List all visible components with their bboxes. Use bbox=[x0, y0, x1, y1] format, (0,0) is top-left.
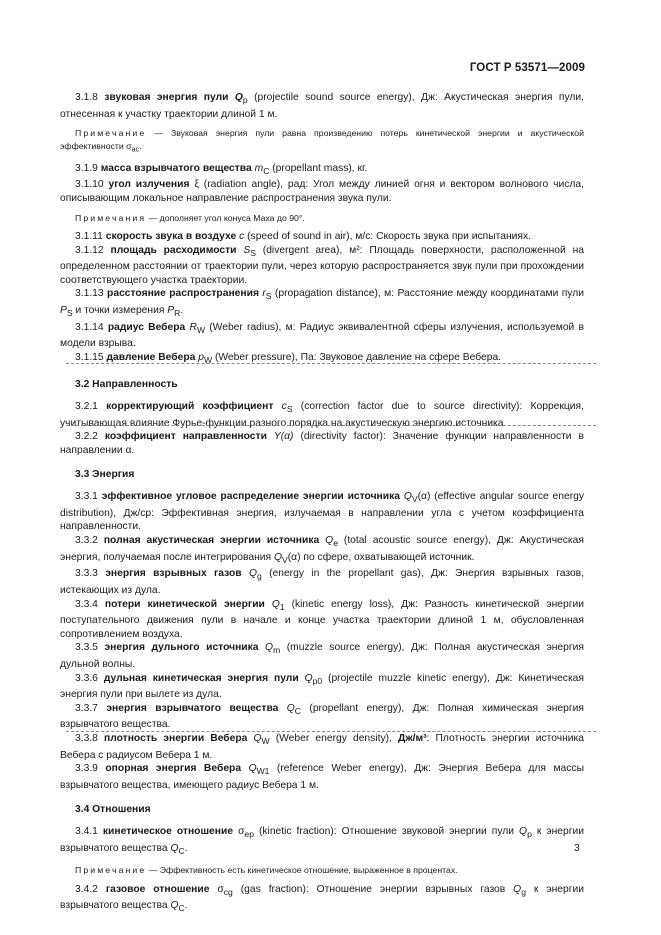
separator-line bbox=[66, 425, 596, 426]
definition-3-3-6: 3.3.6 дульная кинетическая энергия пули $Q_{p0}$ (projectile muzzle kinetic energy), Дж: Кинетическая энергия пули при вылете из дула. bbox=[60, 672, 584, 701]
definition-3-1-10: 3.1.10 угол излучения ξ (radiation angle), рад: Угол между линией огня и вектором волнового числа, описывающим локальное направление распространения звука пули. bbox=[60, 179, 584, 205]
note-3-1-10: Примечания — дополняет угол конуса Маха до 90°. bbox=[75, 212, 305, 223]
definition-3-3-1: 3.3.1 эффективное угловое распределение энергии источника $Q_V(\alpha)$ (effective angular source energy distribution), Дж/ср: Эффективная энергия, излучаемая в направлении угла с учетом коэффициента направленности. bbox=[60, 491, 584, 533]
definition-3-4-2: 3.4.2 газовое отношение $\sigma_{cg}$ (gas fraction): Отношение энергии взрывных газов $Q_g$ к энергии взрывчатого вещества $Q_C$. bbox=[60, 883, 584, 914]
definition-3-3-9: 3.3.9 опорная энергия Вебера $Q_{W1}$ (reference Weber energy), Дж: Энергия Вебера для массы взрывчатого вещества, имеющего радиус Вебера 1 м. bbox=[60, 763, 584, 791]
definition-3-3-4: 3.3.4 потери кинетической энергии $Q_1$ (kinetic energy loss), Дж: Разность кинетической энергии поступательного движения пули в начале и конце участка траектории длиной 1 м, обусловленная сопротивлением воздуха. bbox=[60, 598, 584, 640]
definition-3-4-1: 3.4.1 кинетическое отношение $\sigma_{ep}$ (kinetic fraction): Отношение звуковой энергии пули $Q_p$ к энергии взрывчатого вещества $Q_C$. bbox=[60, 826, 584, 856]
section-heading-3-2: 3.2 Направленность bbox=[75, 378, 178, 390]
definition-3-3-3: 3.3.3 энергия взрывных газов $Q_g$ (energy in the propellant gas), Дж: Энергия взрывных газов, истекающих из дула. bbox=[60, 568, 584, 596]
section-heading-3-4: 3.4 Отношения bbox=[75, 803, 151, 815]
page-number: 3 bbox=[574, 843, 580, 854]
definition-3-3-7: 3.3.7 энергия взрывчатого вещества $Q_C$ (propellant energy), Дж: Полная химическая энергия взрывчатого вещества. bbox=[60, 702, 584, 731]
document-body bbox=[60, 91, 584, 916]
definition-3-1-12: 3.1.12 площадь расходимости $S_S$ (divergent area), м²: Площадь поверхности, расположенной на определенном расстоянии от траектории пули, через которую распространяется звук пули при прохождении соответствующего участка траектории. bbox=[60, 244, 584, 286]
definition-3-1-13: 3.1.13 расстояние распространения $r_S$ (propagation distance), м: Расстояние между координатами пули $P_S$ и точки измерения $P_R$. bbox=[60, 288, 584, 319]
definition-3-3-5: 3.3.5 энергия дульного источника $Q_m$ (muzzle source energy), Дж: Полная акустическая энергия дульной волны. bbox=[60, 642, 584, 671]
definition-3-1-15: 3.1.15 давление Вебера $p_W$ (Weber pressure), Па: Звуковое давление на сфере Вебера. bbox=[75, 351, 502, 365]
definition-3-1-14: 3.1.14 радиус Вебера $R_W$ (Weber radius), м: Радиус эквивалентной сферы излучения, используемой в модели взрыва. bbox=[60, 321, 584, 350]
definition-3-3-8: 3.3.8 плотность энергии Вебера $Q_W$ (Weber energy density), Дж/м³: Плотность энергии источника Вебера с радиусом Вебера 1 м. bbox=[60, 733, 584, 761]
note-3-1-8: Примечание — Звуковая энергия пули равна произведению потерь кинетической энергии и акустической эффективности $\sigma_{ac}$. bbox=[60, 128, 584, 154]
standard-header: ГОСТ Р 53571—2009 bbox=[469, 62, 585, 74]
definition-3-2-1: 3.2.1 корректирующий коэффициент $c_S$ (correction factor due to source directivity): Коррекция, учитывающая влияние Фурье-функции разного порядка на акустическую энергию источника. bbox=[60, 401, 584, 429]
definition-3-1-8: 3.1.8 звуковая энергия пули $Q_p$ (projectile sound source energy), Дж: Акустическая энергия пули, отнесенная к участку траектории длиной 1 м. bbox=[60, 92, 584, 120]
definition-3-3-2: 3.3.2 полная акустическая энергии источника $Q_e$ (total acoustic source energy), Дж: Акустическая энергия, получаемая после интегрирования $Q_V(\alpha)$ по сфере, охватывающей источник. bbox=[60, 535, 584, 565]
separator-line bbox=[66, 363, 596, 364]
definition-3-1-9: 3.1.9 масса взрывчатого вещества $m_C$ (propellant mass), кг. bbox=[75, 162, 368, 176]
separator-line bbox=[66, 731, 596, 732]
note-3-4-1: Примечание — Эффективность есть кинетическое отношение, выраженное в процентах. bbox=[75, 865, 458, 876]
section-heading-3-3: 3.3 Энергия bbox=[75, 468, 135, 480]
definition-3-2-2: 3.2.2 коэффициент направленности Y(α) (directivity factor): Значение функции направленности в направлении α. bbox=[60, 431, 584, 457]
definition-3-1-11: 3.1.11 скорость звука в воздухе c (speed of sound in air), м/с: Скорость звука при испытаниях. bbox=[75, 231, 531, 243]
